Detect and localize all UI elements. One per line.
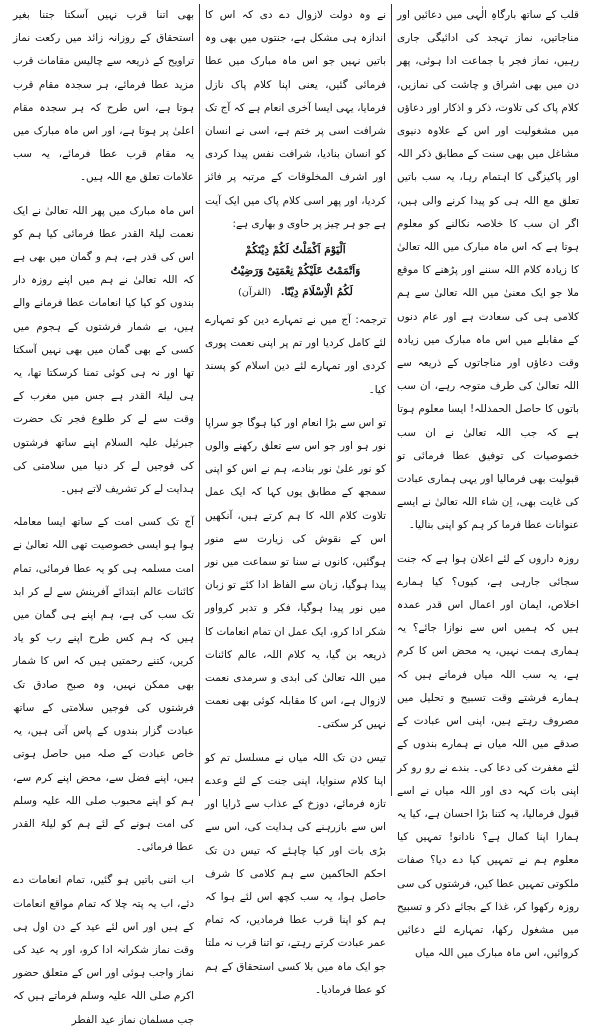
paragraph: نے وہ دولت لازوال دے دی کہ اس کا اندازہ ہی مشکل ہے، جنتوں میں بھی وہ باتیں نہیں جو اس ماہ مبارک میں عطا فرمائی گئیں، یعنی اپنا کلام پاک نازل فرمایا، یہی ایسا آخری انعام ہے کہ آج تک شرافت اسی پر ختم ہے، اسی نے انسان کو انسان بنادیا، شرافت نفس پیدا کردی اور اشرف المخلوقات کے مرتبہ پر فائز کردیا، اور پھر اسی کلام پاک میں ایک آیت ہے جو ہر چیز پر حاوی و بھاری ہے: [205, 9, 386, 230]
paragraph: اس ماہ مبارک میں پھر اللہ تعالیٰ نے ایک نعمت لیلۃ القدر عطا فرمائی کیا ہم کو اس کی قدر ہے، ہم و گمان میں بھی ہے کہ اللہ تعالیٰ نے ہم میں اپنے روزہ دار بندوں کو کیا کیا انعامات عطا فرمانے والے ہیں، بے شمار فرشتوں کے ہجوم میں کسی کے بھی گمان میں بھی نہیں آسکتا تھا اور نہ ہی کوئی تمنا کرسکتا تھا، یہ ہی لیلۃ القدر ہے جس میں مغرب کے وقت سے لے کر طلوع فجر تک حضرت جبرئیل علیہ السلام اپنے ساتھ فرشتوں کی فوجیں لے کر دنیا میں سلامتی کی ہدایت لے کر تشریف لاتے ہیں۔ [13, 204, 194, 496]
paragraph: اب اتنی باتیں ہو گئیں، تمام انعامات دے دئے، اب یہ پتہ چلا کہ تمام مواقع انعامات کے ہیں اور اس لئے عید کے دن اول ہی وقت نماز شکرانہ ادا کرو، اور یہ عید کی نماز واجب ہوئی اور اس کے متعلق حضور اکرم صلی اللہ علیہ وسلم فرماتے ہیں کہ جب مسلمان نماز عید الفطر [13, 874, 194, 1026]
verse-reference: (القرآن) [238, 287, 272, 299]
column-middle [200, 4, 392, 996]
paragraph: قلب کے ساتھ بارگاہِ الٰہی میں دعائیں اور مناجاتیں، نماز تہجد کی ادائیگی جاری رہیں، نماز فجر با جماعت ادا ہوئی، پھر دن میں بھی اشراق و چاشت کی نمازیں، کلام پاک کی تلاوت، ذکر و اذکار اور دعاؤں میں مشغولیت اور اس کے علاوہ دنیوی مشاغل میں بھی سنت کے مطابق ذکر اللہ اور پاکیزگی کا اہتمام رہا، یہ سب باتیں تعلق مع اللہ ہی کو پیدا کرنے والی ہیں، اگر ان سب کا خلاصہ نکالنے کو معلوم ہوتا ہے کہ اس ماہ مبارک میں اللہ تعالیٰ کا زیادہ کلام اللہ سننے اور پڑھنے کا موقع ملا جو ایک معنیٰ میں اللہ تعالیٰ سے ہم کلامی ہی کی سعادت ہے اور عام دنوں کے مقابلے میں اس ماہ مبارک میں زیادہ وقت دعاؤں اور مناجاتوں کے ذریعہ سے اللہ تعالیٰ کی طرف متوجہ رہے، ان سب باتوں کا حاصل الحمدللہ! ایسا معلوم ہوتا ہے کہ جب اللہ تعالیٰ نے ان سب خصوصیات کی توفیق عطا فرمائی تو قبولیت بھی فرمالیا اور یہی ہماری عبادت کی غایت بھی، اِن شاء اللہ تعالیٰ نے ایسے عنوانات عطا فرما کر ہم کو اپنی بنالیا۔ [397, 9, 579, 532]
paragraph: تیس دن تک اللہ میاں نے مسلسل تم کو اپنا کلام سنوایا، اپنی جنت کے لئے وعدے تازہ فرمائے، دوزخ کے عذاب سے ڈرایا اور اس سے بازرہنے کی ہدایت کی، اس سے بڑی بات اور کیا چاہئے کہ تیس دن تک احکم الحاکمین سے ہم کلامی کا شرف حاصل ہوا، یہ سب کچھ اس لئے ہوا کہ ہم کو اپنا قرب عطا فرمادیں، کہ تمام عمر عبادت کرتے رہتے، تو اتنا قرب نہ ملتا جو ایک ماہ میں بلا کسی استحقاق کے ہم کو عطا فرمادیا۔ [205, 751, 386, 996]
verse-line-last [205, 282, 386, 303]
paragraph: روزہ داروں کے لئے اعلان ہوا ہے کہ جنت سجائی جارہی ہے، کیوں؟ کیا ہمارے اخلاص، ایمان اور اعمال اس قدر عمدہ ہیں کہ ہمیں اس سے نوازا جائے؟ یہ ہماری ہمت نہیں، یہ محض اس کا کرم ہے، یہ سب اللہ میاں فرماتے ہیں کہ ہمارے فرشتے وقت تسبیح و تحلیل میں مصروف رہتے ہیں، اپنی اس عبادت کے صدقے میں اللہ میاں نے ہمارے بندوں کے لئے مغفرت کی دعا کی۔ بندے نے رو رو کر اپنی بات کہہ دی اور اللہ میاں نے اسے قبول فرمالیا، یہ کتنا بڑا احسان ہے، کیا یہ ہمارا اپنا کمال ہے؟ نادانو! تمہیں کیا معلوم ہم نے تمہیں کیا دے دیا؟ صفات ملکوتی تمہیں عطا کیں، فرشتوں کی سی روزہ رکھوا کر، غذا کے بجائے ذکر و تسبیح میں مشغول رکھا، تمہارے لئے دعائیں کروائیں، اس ماہ مبارک میں اللہ میاں [397, 552, 579, 960]
verse-line: اَلْیَوْمَ اَکْمَلْتُ لَکُمْ دِیْنَکُمْ [245, 244, 346, 257]
paragraph: آج تک کسی امت کے ساتھ ایسا معاملہ ہوا ہو ایسی خصوصیت تھی اللہ تعالیٰ نے امت مسلمہ ہی کو یہ عطا فرمائی، تمام کائنات عالم ابتدائے آفرینش سے لے کر ابد تک سب کی ہے، ہم اپنے ہی گمان میں ہیں کہ ہم کس طرح اپنے رب کو یاد کریں، کتنے رحمتیں ہیں کہ اس کا شمار بھی ممکن نہیں، وہ صبح صادق تک فرشتوں کی فوجیں سلامتی کے ساتھ عبادت گزار بندوں کے پاس آتی ہیں، یہ خاص عبادت کے صلہ میں حاصل ہوتی ہیں، اپنے فضل سے، محض اپنے کرم سے، ہم کو اپنے محبوب صلی اللہ علیہ وسلم کی امت ہونے کے لئے ہم کو لیلۃ القدر عطا فرمائی۔ [13, 516, 194, 854]
verse-line: وَاَتْمَمْتُ عَلَیْکُمْ نِعْمَتِیْ وَرَضِیْتُ [230, 265, 361, 278]
column-left [8, 4, 200, 1026]
quranic-verse [205, 240, 386, 303]
column-right [392, 4, 584, 960]
paragraph: بھی اتنا قرب نہیں آسکتا جتنا بغیر استحقاق کے روزانہ زائد میں رکعت نماز تراویح کے ذریعہ سے چالیس مقامات قرب مزید عطا فرمائے، ہر سجدہ مقام قرب ہوتا ہے، اس طرح کہ ہر سجدہ مقام اعلیٰ پر ہوتا ہے، اور اس ماہ مبارک میں یہ مقام قرب عطا فرمائے، یہ سب علامات تعلق مع اللہ ہیں۔ [13, 9, 194, 184]
verse-translation: ترجمہ: آج میں نے تمہارے دین کو تمہارے لئے کامل کردیا اور تم پر اپنی نعمت پوری کردی اور تمہارے لئے دین اسلام کو پسند کیا۔ [205, 314, 386, 396]
verse-line: لَکُمُ الْاِسْلَامَ دِیْنًا. [280, 286, 353, 299]
paragraph: تو اس سے بڑا انعام اور کیا ہوگا جو سراپا نور ہو اور جو اس سے تعلق رکھنے والوں کو نور علیٰ نور بنادے، ہم نے اس کو اپنی سمجھ کے مطابق یوں کہا کہ ایک عمل تلاوت کلام اللہ کا ہم کرتے ہیں، آنکھیں اس کے نقوش کی زیارت سے منور ہوگئیں، کانوں نے سنا تو سماعت میں نور پیدا ہوگیا، زبان سے الفاظ ادا کئے تو زبان میں نور پیدا ہوگیا، فکر و تدبر کرواور شکر ادا کرو، ایک عمل ان تمام انعامات کا ذریعہ بن گیا، یہ کلام اللہ، عالم کائنات میں اللہ تعالیٰ کی ابدی و سرمدی نعمت لازوال ہے، اس کا مقابلہ کوئی بھی نعمت نہیں کر سکتی۔ [205, 416, 386, 731]
